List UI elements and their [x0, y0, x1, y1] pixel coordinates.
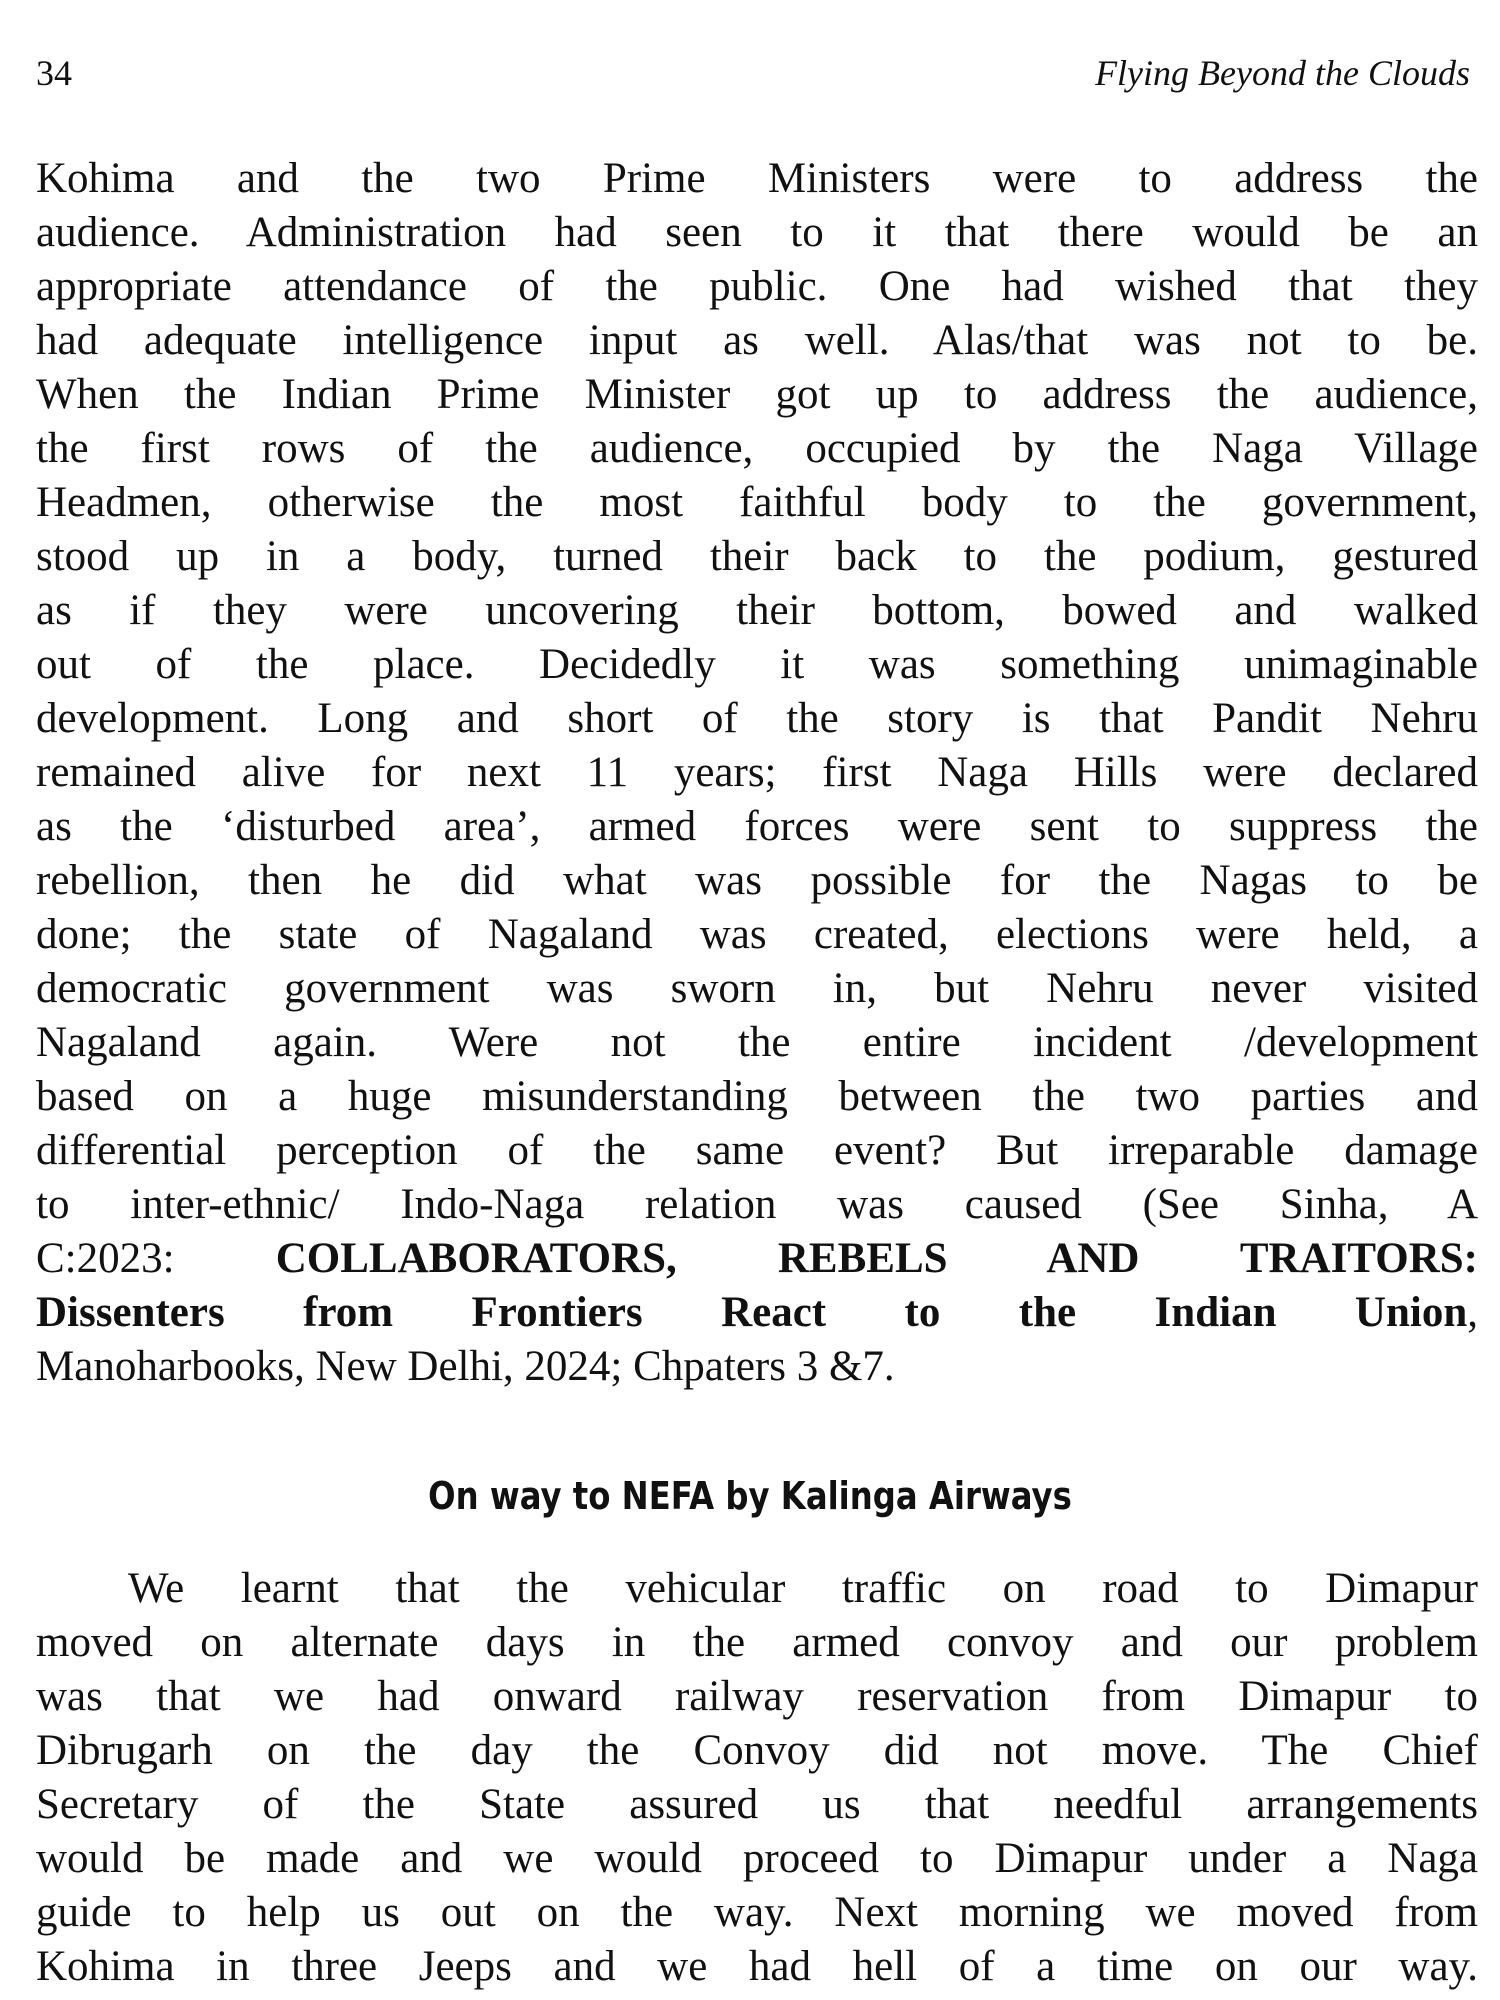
- text-line: done; the state of Nagaland was created, elections were held, a: [36, 911, 1478, 958]
- reference-line: [36, 1286, 1478, 1340]
- text-line: We learnt that the vehicular traffic on road to Dimapur: [128, 1565, 1478, 1612]
- section-heading: On way to NEFA by Kalinga Airways: [428, 1474, 1072, 1518]
- text-line: Kohima and the two Prime Ministers were to address the: [36, 155, 1478, 202]
- text-line: differential perception of the same event? But irreparable damage: [36, 1127, 1478, 1174]
- paragraph-kohima-incident: [36, 152, 1478, 1394]
- text-line: would be made and we would proceed to Dimapur under a Naga: [36, 1835, 1478, 1882]
- reference-book-subtitle: Dissenters from Frontiers React to the Indian Union: [36, 1289, 1468, 1336]
- text-line: guide to help us out on the way. Next morning we moved from: [36, 1889, 1478, 1936]
- text-line: moved on alternate days in the armed convoy and our problem: [36, 1619, 1478, 1666]
- reference-comma: ,: [1467, 1289, 1478, 1336]
- text-line: remained alive for next 11 years; first Naga Hills were declared: [36, 749, 1478, 796]
- reference-year: C:2023:: [36, 1235, 276, 1282]
- text-line: as if they were uncovering their bottom, bowed and walked: [36, 587, 1478, 634]
- text-line: When the Indian Prime Minister got up to address the audience,: [36, 371, 1478, 418]
- text-line: stood up in a body, turned their back to the podium, gestured: [36, 533, 1478, 580]
- text-line: Secretary of the State assured us that needful arrangements: [36, 1781, 1478, 1828]
- reference-publisher-line: Manoharbooks, New Delhi, 2024; Chpaters 3 &7.: [36, 1343, 895, 1390]
- text-line: democratic government was sworn in, but Nehru never visited: [36, 965, 1478, 1012]
- text-line: to inter-ethnic/ Indo-Naga relation was caused (See Sinha, A: [36, 1181, 1478, 1228]
- running-head: [36, 48, 1470, 98]
- text-line: appropriate attendance of the public. One had wished that they: [36, 263, 1478, 310]
- page-number: 34: [36, 53, 72, 93]
- reference-book-title: COLLABORATORS, REBELS AND TRAITORS:: [275, 1235, 1478, 1282]
- book-title: Flying Beyond the Clouds: [1095, 53, 1470, 93]
- text-line: the first rows of the audience, occupied by the Naga Village: [36, 425, 1478, 472]
- text-line: Headmen, otherwise the most faithful body to the government,: [36, 479, 1478, 526]
- text-line: was that we had onward railway reservation from Dimapur to: [36, 1673, 1478, 1720]
- text-line: audience. Administration had seen to it that there would be an: [36, 209, 1478, 256]
- text-line: development. Long and short of the story is that Pandit Nehru: [36, 695, 1478, 742]
- paragraph-dimapur-journey: [36, 1562, 1478, 1994]
- text-line: rebellion, then he did what was possible for the Nagas to be: [36, 857, 1478, 904]
- text-line: based on a huge misunderstanding between the two parties and: [36, 1073, 1478, 1120]
- text-line: Dibrugarh on the day the Convoy did not move. The Chief: [36, 1727, 1478, 1774]
- text-line: as the ‘disturbed area’, armed forces were sent to suppress the: [36, 803, 1478, 850]
- text-line: Kohima in three Jeeps and we had hell of a time on our way.: [36, 1943, 1478, 1990]
- reference-line: [36, 1232, 1478, 1286]
- text-line: Nagaland again. Were not the entire incident /development: [36, 1019, 1478, 1066]
- text-line: out of the place. Decidedly it was something unimaginable: [36, 641, 1478, 688]
- text-line: had adequate intelligence input as well. Alas/that was not to be.: [36, 317, 1478, 364]
